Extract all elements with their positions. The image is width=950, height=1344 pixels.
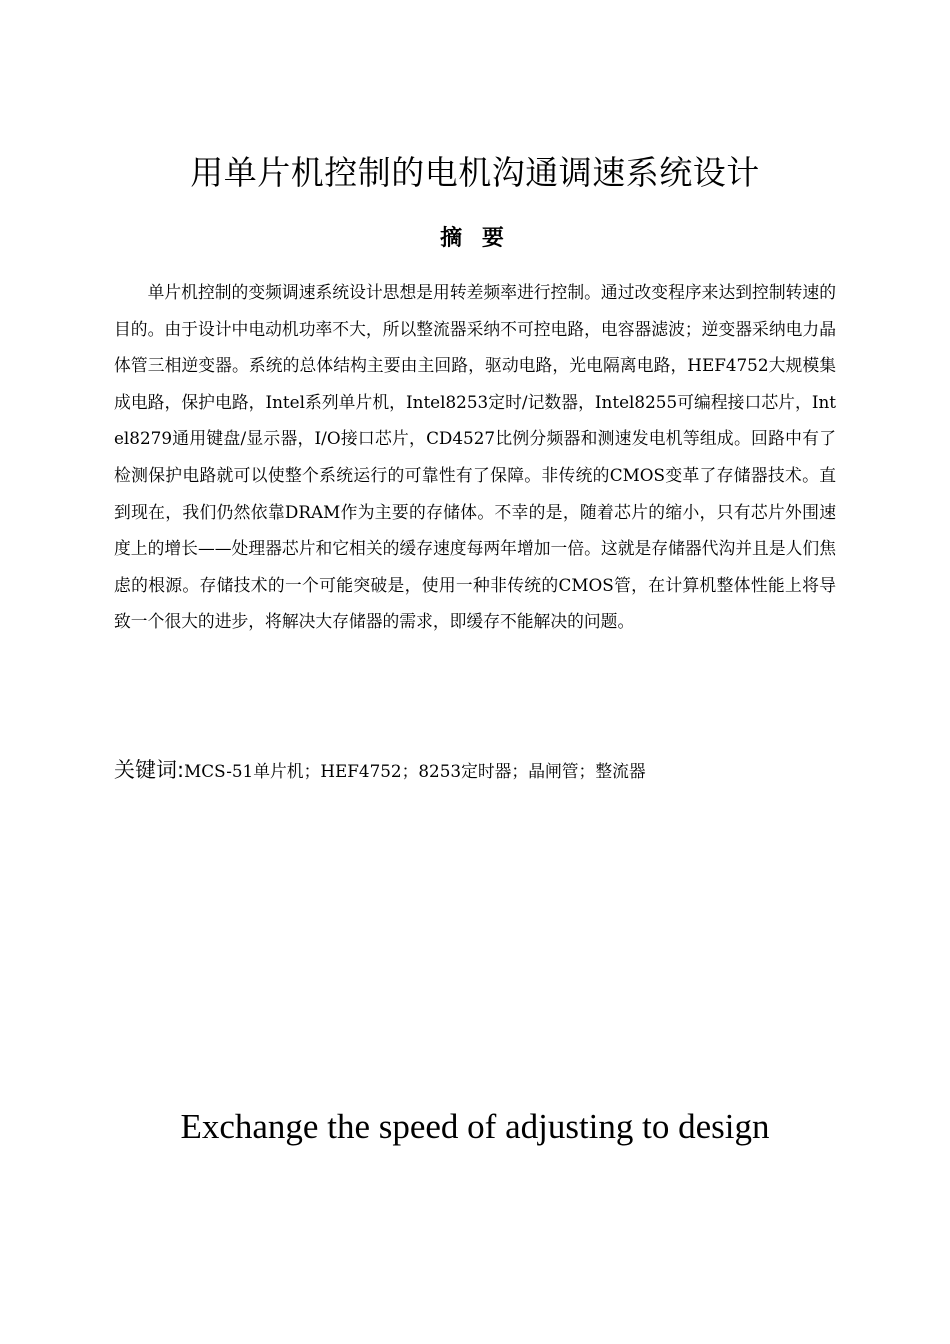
abstract-body: 单片机控制的变频调速系统设计思想是用转差频率进行控制。通过改变程序来达到控制转速的目的。由于设计中电动机功率不大，所以整流器采纳不可控电路，电容器滤波；逆变器采纳电力晶体管三相逆变器。系统的总体结构主要由主回路，驱动电路，光电隔离电路，HEF4752大规模集成电路，保护电路，Intel系列单片机，Intel8253定时/记数器，Intel8255可编程接口芯片，Intel8279通用键盘/显示器，I/O接口芯片，CD4527比例分频器和测速发电机等组成。回路中有了检测保护电路就可以使整个系统运行的可靠性有了保障。非传统的CMOS变革了存储器技术。直到现在，我们仍然依靠DRAM作为主要的存储体。不幸的是，随着芯片的缩小，只有芯片外围速度上的增长——处理器芯片和它相关的缓存速度每两年增加一倍。这就是存储器代沟并且是人们焦虑的根源。存储技术的一个可能突破是，使用一种非传统的CMOS管，在计算机整体性能上将导致一个很大的进步，将解决大存储器的需求，即缓存不能解决的问题。 <box>114 282 836 632</box>
keywords-line <box>114 754 836 787</box>
abstract-heading: 摘 要 <box>440 226 510 251</box>
chinese-title: 用单片机控制的电机沟通调速系统设计 <box>190 153 760 192</box>
english-title: Exchange the speed of adjusting to design <box>180 1107 770 1146</box>
keywords-label: 关键词: <box>114 758 185 782</box>
keywords-value: MCS-51单片机；HEF4752；8253定时器；晶闸管；整流器 <box>184 761 646 781</box>
